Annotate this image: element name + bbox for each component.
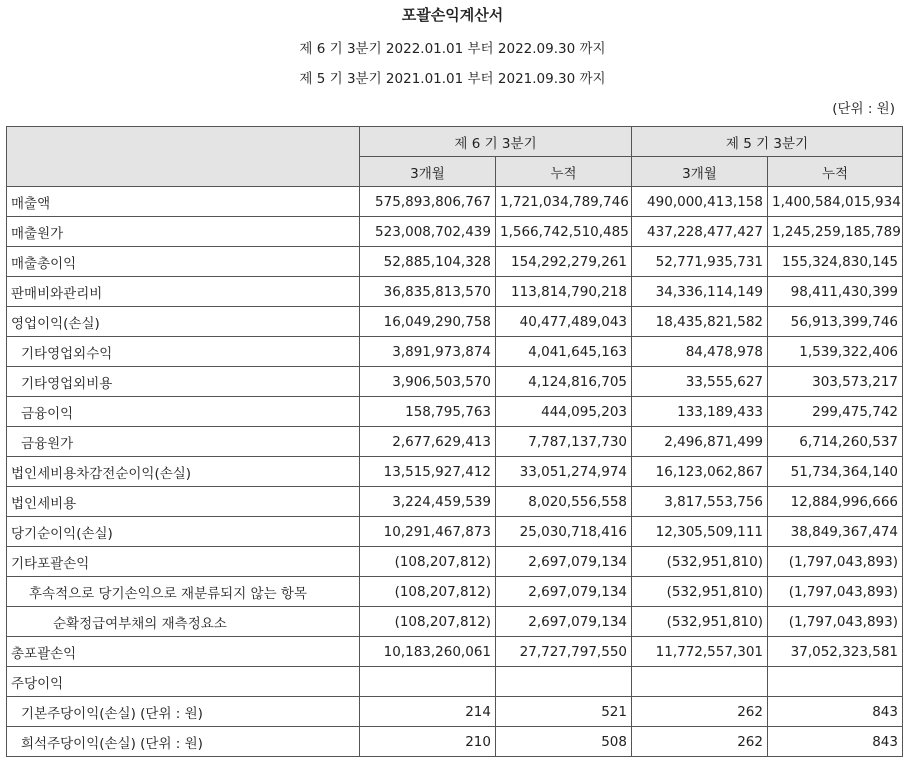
row-value: 3,891,973,874 — [360, 337, 496, 367]
row-value: 1,245,259,185,789 — [768, 217, 903, 247]
table-row — [7, 337, 903, 367]
row-value: 262 — [632, 697, 768, 727]
row-value: 13,515,927,412 — [360, 457, 496, 487]
row-value: 16,049,290,758 — [360, 307, 496, 337]
header-current-cumulative: 누적 — [496, 157, 632, 187]
row-value: 56,913,399,746 — [768, 307, 903, 337]
row-value: 12,305,509,111 — [632, 517, 768, 547]
row-value: 25,030,718,416 — [496, 517, 632, 547]
table-row — [7, 217, 903, 247]
table-row — [7, 427, 903, 457]
table-row — [7, 577, 903, 607]
row-label: 기본주당이익(손실) (단위 : 원) — [7, 697, 360, 727]
row-value: 40,477,489,043 — [496, 307, 632, 337]
row-value: 37,052,323,581 — [768, 637, 903, 667]
row-value: 214 — [360, 697, 496, 727]
row-value: 10,291,467,873 — [360, 517, 496, 547]
row-value: 1,566,742,510,485 — [496, 217, 632, 247]
row-value: 34,336,114,149 — [632, 277, 768, 307]
row-value: (108,207,812) — [360, 607, 496, 637]
row-value: 38,849,367,474 — [768, 517, 903, 547]
row-value: 155,324,830,145 — [768, 247, 903, 277]
row-value: 444,095,203 — [496, 397, 632, 427]
row-value — [496, 667, 632, 697]
row-value: 12,884,996,666 — [768, 487, 903, 517]
row-value: 4,041,645,163 — [496, 337, 632, 367]
row-value: 3,224,459,539 — [360, 487, 496, 517]
row-value: 4,124,816,705 — [496, 367, 632, 397]
table-row — [7, 607, 903, 637]
statement-title: 포괄손익계산서 — [401, 6, 504, 24]
period-current: 제 6 기 3분기 2022.01.01 부터 2022.09.30 까지 — [299, 41, 606, 57]
row-value: 7,787,137,730 — [496, 427, 632, 457]
row-label: 매출총이익 — [7, 247, 360, 277]
row-value: 843 — [768, 697, 903, 727]
row-label: 금융원가 — [7, 427, 360, 457]
row-value: 508 — [496, 727, 632, 757]
table-row — [7, 697, 903, 727]
row-label: 판매비와관리비 — [7, 277, 360, 307]
row-value: 2,697,079,134 — [496, 547, 632, 577]
row-label: 총포괄손익 — [7, 637, 360, 667]
table-row — [7, 187, 903, 217]
row-value: 523,008,702,439 — [360, 217, 496, 247]
table-row — [7, 547, 903, 577]
row-value: 33,555,627 — [632, 367, 768, 397]
row-label: 금융이익 — [7, 397, 360, 427]
header-prior-cumulative: 누적 — [768, 157, 903, 187]
row-value: 18,435,821,582 — [632, 307, 768, 337]
row-label: 기타영업외수익 — [7, 337, 360, 367]
row-value: 84,478,978 — [632, 337, 768, 367]
table-row — [7, 517, 903, 547]
row-label: 법인세비용차감전순이익(손실) — [7, 457, 360, 487]
row-label: 주당이익 — [7, 667, 360, 697]
row-value: 2,697,079,134 — [496, 577, 632, 607]
table-row — [7, 457, 903, 487]
table-row — [7, 487, 903, 517]
row-label: 매출액 — [7, 187, 360, 217]
header-current-3months: 3개월 — [360, 157, 496, 187]
row-label: 법인세비용 — [7, 487, 360, 517]
row-value: 1,400,584,015,934 — [768, 187, 903, 217]
row-value — [768, 667, 903, 697]
row-value: (532,951,810) — [632, 577, 768, 607]
unit-label: (단위 : 원) — [832, 101, 895, 117]
row-value: (1,797,043,893) — [768, 577, 903, 607]
row-value: 2,496,871,499 — [632, 427, 768, 457]
header-prior-3months: 3개월 — [632, 157, 768, 187]
table-row — [7, 277, 903, 307]
row-value: 3,906,503,570 — [360, 367, 496, 397]
row-value: 210 — [360, 727, 496, 757]
period-prior: 제 5 기 3분기 2021.01.01 부터 2021.09.30 까지 — [299, 71, 606, 87]
row-value: 262 — [632, 727, 768, 757]
table-row — [7, 247, 903, 277]
row-value: 1,539,322,406 — [768, 337, 903, 367]
row-value: 2,677,629,413 — [360, 427, 496, 457]
row-value: 521 — [496, 697, 632, 727]
table-row — [7, 637, 903, 667]
row-value: 98,411,430,399 — [768, 277, 903, 307]
row-value: 52,885,104,328 — [360, 247, 496, 277]
row-value: 843 — [768, 727, 903, 757]
row-value: 6,714,260,537 — [768, 427, 903, 457]
row-value: 299,475,742 — [768, 397, 903, 427]
row-value: 8,020,556,558 — [496, 487, 632, 517]
row-value: 158,795,763 — [360, 397, 496, 427]
header-account-blank — [7, 127, 360, 187]
row-value — [360, 667, 496, 697]
row-value: (1,797,043,893) — [768, 607, 903, 637]
row-value: (1,797,043,893) — [768, 547, 903, 577]
row-value: (532,951,810) — [632, 547, 768, 577]
row-label: 영업이익(손실) — [7, 307, 360, 337]
header-current-period: 제 6 기 3분기 — [360, 127, 632, 157]
row-value: 52,771,935,731 — [632, 247, 768, 277]
row-value: (532,951,810) — [632, 607, 768, 637]
row-value: 27,727,797,550 — [496, 637, 632, 667]
table-row — [7, 727, 903, 757]
row-value: 11,772,557,301 — [632, 637, 768, 667]
row-value: 303,573,217 — [768, 367, 903, 397]
row-value: 113,814,790,218 — [496, 277, 632, 307]
row-label: 순확정급여부채의 재측정요소 — [7, 607, 360, 637]
row-value: 1,721,034,789,746 — [496, 187, 632, 217]
row-value: 2,697,079,134 — [496, 607, 632, 637]
row-value: 36,835,813,570 — [360, 277, 496, 307]
row-value: 154,292,279,261 — [496, 247, 632, 277]
header-prior-period: 제 5 기 3분기 — [632, 127, 903, 157]
row-value: 16,123,062,867 — [632, 457, 768, 487]
row-label: 기타영업외비용 — [7, 367, 360, 397]
table-row — [7, 667, 903, 697]
row-label: 희석주당이익(손실) (단위 : 원) — [7, 727, 360, 757]
row-value: 10,183,260,061 — [360, 637, 496, 667]
row-value: 51,734,364,140 — [768, 457, 903, 487]
row-value: 3,817,553,756 — [632, 487, 768, 517]
row-label: 후속적으로 당기손익으로 재분류되지 않는 항목 — [7, 577, 360, 607]
row-value — [632, 667, 768, 697]
row-label: 매출원가 — [7, 217, 360, 247]
row-label: 기타포괄손익 — [7, 547, 360, 577]
table-row — [7, 307, 903, 337]
row-label: 당기순이익(손실) — [7, 517, 360, 547]
row-value: 133,189,433 — [632, 397, 768, 427]
row-value: (108,207,812) — [360, 577, 496, 607]
table-row — [7, 367, 903, 397]
table-row — [7, 397, 903, 427]
income-statement-table — [6, 126, 903, 757]
row-value: 490,000,413,158 — [632, 187, 768, 217]
row-value: (108,207,812) — [360, 547, 496, 577]
row-value: 575,893,806,767 — [360, 187, 496, 217]
row-value: 33,051,274,974 — [496, 457, 632, 487]
row-value: 437,228,477,427 — [632, 217, 768, 247]
